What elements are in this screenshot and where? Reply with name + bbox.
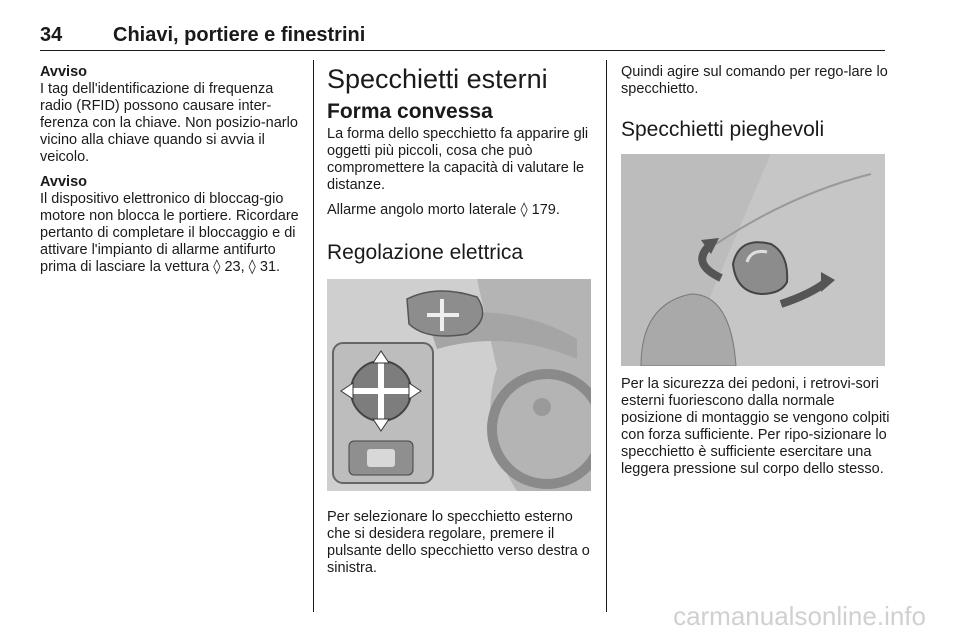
note-title: Avviso [40, 174, 88, 190]
page-title: Chiavi, portiere e finestrini [113, 24, 366, 46]
page-ref-link[interactable]: 31 [259, 259, 277, 275]
paragraph: Per selezionare lo specchietto esterno che si desidera regolare, premere il pulsante dello specchietto verso destra o sinistra. [327, 509, 590, 576]
page-ref-icon: ◊ [248, 259, 256, 275]
subsection-heading: Forma convessa [327, 100, 493, 123]
column-divider-2 [606, 60, 607, 612]
page-ref-link[interactable]: 179 [531, 202, 556, 218]
note-text-body: Il dispositivo elettronico di bloccag-gio motore non blocca le portiere. Ricordare pertanto di completare il bloccaggio e di attivare l'impianto di allarme antifurto prima di lasciare la vettura [40, 191, 299, 275]
folding-mirror-illustration [621, 154, 885, 366]
paragraph: Quindi agire sul comando per rego-lare lo specchietto. [621, 64, 888, 97]
paragraph: Per la sicurezza dei pedoni, i retrovi-sori esterni fuoriescono dalla normale posizione di montaggio se vengono colpiti con forza sufficiente. Per ripo-sizionare lo specchietto è sufficiente esercitare una leggera pressione sul corpo dello stesso. [621, 376, 890, 477]
paragraph: La forma dello specchietto fa apparire gli oggetti più piccoli, cosa che può compromettere la capacità di valutare le distanze. [327, 126, 589, 193]
section-heading: Specchietti esterni [327, 64, 548, 94]
page-number: 34 [40, 24, 63, 46]
column-2 [327, 64, 595, 577]
subsection-heading: Regolazione elettrica [327, 241, 524, 264]
page-header [0, 0, 960, 52]
note-text: I tag dell'identificazione di frequenza radio (RFID) possono causare inter-ferenza con la chiave. Non posizio-narlo vicino alla chiave quando si avvia il veicolo. [40, 81, 298, 165]
page-ref-icon: ◊ [213, 259, 221, 275]
header-rule [40, 50, 885, 51]
paragraph: Allarme angolo morto laterale ◊ 179. [327, 202, 560, 218]
paragraph-text: Allarme angolo morto laterale [327, 202, 521, 218]
column-3 [621, 64, 891, 478]
page-ref-link[interactable]: 23 [224, 259, 241, 275]
mirror-control-illustration [327, 279, 591, 491]
subsection-heading: Specchietti pieghevoli [621, 118, 825, 141]
watermark: carmanualsonline.info [673, 601, 926, 631]
note-text: Il dispositivo elettronico di bloccag-gio motore non blocca le portiere. Ricordare pertanto di completare il bloccaggio e di attivare l'impianto di allarme antifurto prima di lasciare la vettura ◊ 23, ◊ 31. [40, 191, 299, 275]
column-1 [40, 64, 300, 276]
page-ref-icon: ◊ [520, 202, 528, 218]
note-title: Avviso [40, 64, 88, 80]
column-divider-1 [313, 60, 314, 612]
